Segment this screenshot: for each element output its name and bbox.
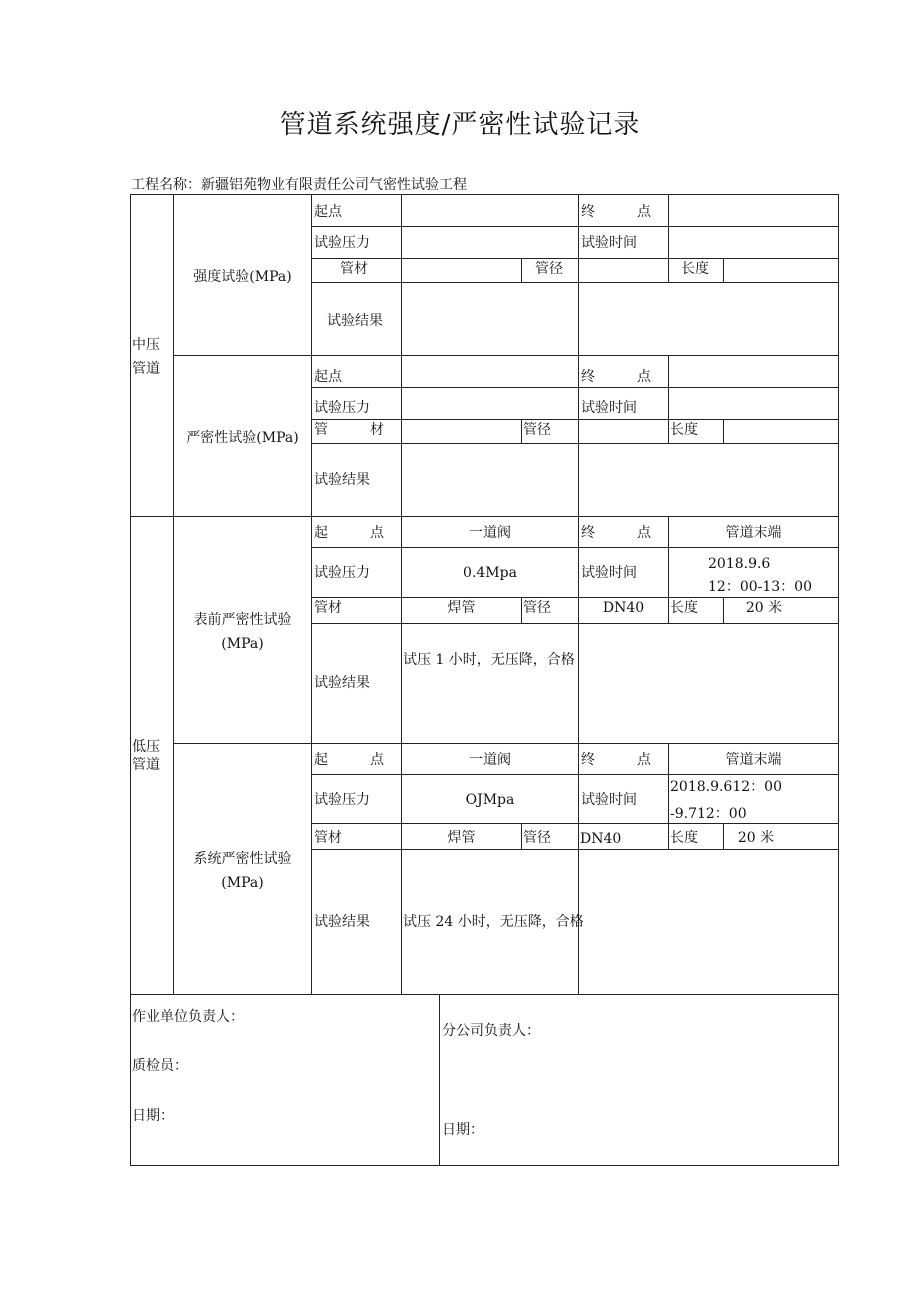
date-right-label: 日期： (442, 1122, 484, 1138)
system-material-label: 管材 (314, 830, 342, 846)
front-result-value: 试压 1 小时，无压降，合格 (403, 652, 575, 668)
front-length-label: 长度 (670, 600, 698, 616)
system-time-label: 试验时间 (581, 792, 637, 808)
group-low-line2: 管道 (132, 757, 160, 773)
front-material-value: 焊管 (447, 600, 476, 616)
inspector-label: 质检员： (132, 1058, 188, 1074)
system-length-value: 20 米 (737, 830, 775, 846)
strength-result-label: 试验结果 (327, 313, 383, 329)
date-left-label: 日期： (132, 1108, 174, 1124)
front-pressure-label: 试验压力 (314, 565, 370, 581)
system-result-value: 试压 24 小时，无压降，合格 (403, 914, 584, 930)
group-medium-line2: 管道 (132, 361, 160, 377)
group-low-line1: 低压 (132, 739, 160, 755)
strength-start-label: 起点 (314, 204, 342, 220)
system-time-line2: -9.712：00 (670, 806, 747, 822)
page-title: 管道系统强度/严密性试验记录 (279, 110, 641, 140)
strength-test-label: 强度试验(MPa) (193, 269, 292, 285)
front-end-label: 终 点 (581, 525, 651, 541)
strength-pressure-label: 试验压力 (314, 235, 370, 251)
front-test-label-line1: 表前严密性试验 (193, 612, 292, 628)
system-start-value: 一道阀 (469, 752, 511, 768)
front-pressure-value: 0.4Mpa (463, 565, 517, 581)
project-label: 工程名称： (131, 177, 201, 193)
tightness-length-label: 长度 (670, 422, 698, 438)
front-diameter-value: DN40 (602, 600, 645, 616)
system-end-label: 终 点 (581, 752, 651, 768)
system-end-value: 管道末端 (725, 752, 782, 768)
branch-leader-label: 分公司负责人： (442, 1023, 540, 1039)
strength-material-label: 管材 (340, 261, 368, 277)
front-length-value: 20 米 (745, 600, 783, 616)
system-pressure-value: OJMpa (465, 792, 515, 808)
unit-leader-label: 作业单位负责人： (132, 1009, 244, 1025)
front-start-value: 一道阀 (469, 525, 511, 541)
system-material-value: 焊管 (447, 830, 476, 846)
system-length-label: 长度 (670, 830, 698, 846)
front-diameter-label: 管径 (523, 600, 551, 616)
project-value: 新疆铝苑物业有限责任公司气密性试验工程 (201, 177, 467, 193)
front-end-value: 管道末端 (725, 525, 782, 541)
tightness-test-label: 严密性试验(MPa) (186, 430, 299, 446)
strength-time-label: 试验时间 (581, 235, 637, 251)
strength-end-label: 终 点 (581, 204, 651, 220)
system-test-label-line2: (MPa) (221, 875, 264, 891)
tightness-pressure-label: 试验压力 (314, 400, 370, 416)
front-result-label: 试验结果 (314, 675, 370, 691)
tightness-time-label: 试验时间 (581, 400, 637, 416)
front-time-line2: 12：00-13：00 (708, 579, 812, 595)
tightness-start-label: 起点 (314, 369, 342, 385)
system-time-line1: 2018.9.612：00 (670, 779, 782, 795)
project-name (131, 174, 467, 194)
tightness-result-label: 试验结果 (314, 472, 370, 488)
front-time-line1: 2018.9.6 (708, 556, 771, 572)
front-start-label: 起 点 (314, 525, 384, 541)
tightness-end-label: 终 点 (581, 369, 651, 385)
group-medium-line1: 中压 (132, 337, 160, 353)
system-diameter-label: 管径 (523, 830, 551, 846)
strength-diameter-label: 管径 (535, 261, 563, 277)
tightness-material-label: 管 材 (314, 422, 384, 438)
system-start-label: 起 点 (314, 752, 384, 768)
system-result-label: 试验结果 (314, 914, 370, 930)
system-test-label-line1: 系统严密性试验 (193, 851, 292, 867)
tightness-diameter-label: 管径 (523, 422, 551, 438)
strength-length-label: 长度 (681, 261, 709, 277)
front-material-label: 管材 (314, 600, 342, 616)
system-pressure-label: 试验压力 (314, 792, 370, 808)
system-diameter-value: DN40 (580, 831, 622, 847)
front-test-label-line2: (MPa) (221, 636, 264, 652)
front-time-label: 试验时间 (581, 565, 637, 581)
